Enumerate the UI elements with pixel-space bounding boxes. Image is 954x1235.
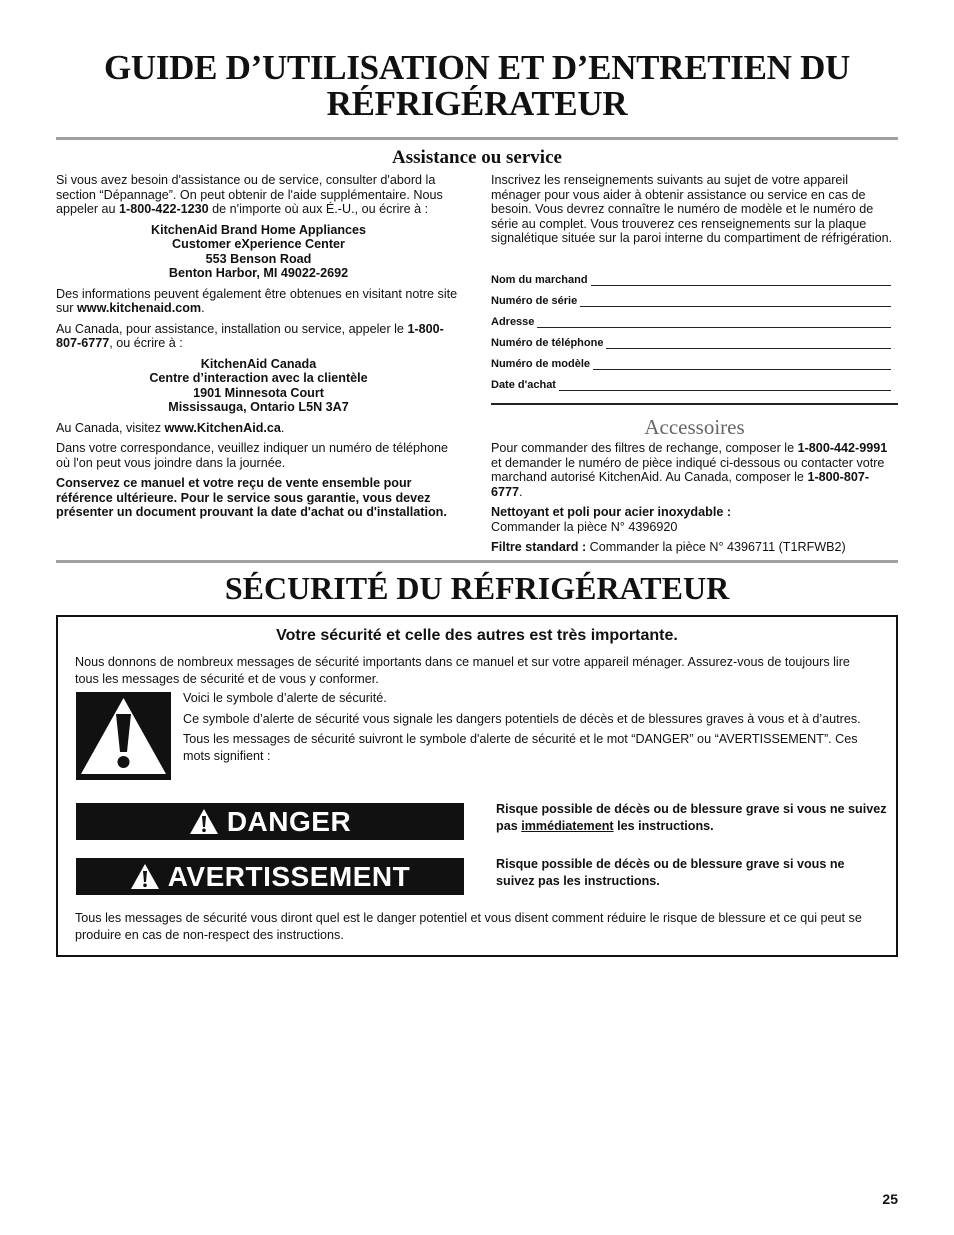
accessory-item-cleaner: Nettoyant et poli pour acier inoxydable : Commander la pièce N° 4396920: [491, 505, 732, 534]
page-title: [56, 50, 898, 122]
canada-website-link[interactable]: www.KitchenAid.ca: [164, 420, 281, 435]
safety-subtitle: Votre sécurité et celle des autres est très importante.: [276, 627, 678, 644]
safety-intro: Nous donnons de nombreux messages de sécurité importants dans ce manuel et sur votre appareil ménager. Assurez-vous de toujours lire tous les messages de sécurité et de vous y conformer.: [75, 655, 850, 686]
serial-line[interactable]: [580, 296, 891, 307]
form-row-serial[interactable]: Numéro de série: [491, 295, 891, 307]
warning-alert-icon: [130, 863, 160, 890]
danger-alert-icon: [189, 808, 219, 835]
accessories-section: [491, 441, 891, 561]
canada-address: KitchenAid Canada Centre d’interaction avec la clientèle 1901 Minnesota Court Mississauga, Ontario L5N 3A7: [149, 356, 368, 414]
assistance-paragraph-2: Des informations peuvent également être obtenues en visitant notre site sur www.kitchenaid.com.: [56, 286, 458, 315]
phone-line[interactable]: [606, 338, 891, 349]
accessories-paragraph: Pour commander des filtres de rechange, composer le 1-800-442-9991 et demander le numéro de pièce indiqué ci-dessous ou contacter votre marchand autorisé KitchenAid. Au Canada, composer le 1-800-807-6777.: [491, 441, 888, 499]
assistance-paragraph-1: Si vous avez besoin d'assistance ou de service, consulter d'abord la section “Dépannage”. On peut obtenir de l'aide supplémentaire. Nous appeler au 1-800-422-1230 de n'importe où aux É.-U., ou écrire à :: [56, 173, 443, 216]
title-line-2: RÉFRIGÉRATEUR: [326, 84, 628, 123]
form-row-purchase-date[interactable]: Date d'achat: [491, 379, 891, 391]
safety-title: SÉCURITÉ DU RÉFRIGÉRATEUR: [224, 570, 730, 606]
assistance-paragraph-6: Conservez ce manuel et votre reçu de vente ensemble pour référence ultérieure. Pour le service sous garantie, vous devez présenter un document prouvant la date d'achat ou d'installation.: [56, 476, 447, 519]
symbol-paragraph-3: Tous les messages de sécurité suivront le symbole d'alerte de sécurité et le mot “DANGER” ou “AVERTISSEMENT”. Ces mots signifient :: [183, 732, 858, 763]
danger-description: Risque possible de décès ou de blessure grave si vous ne suivez pas immédiatement les instructions.: [496, 802, 887, 833]
title-line-1: GUIDE D’UTILISATION ET D’ENTRETIEN DU: [103, 48, 851, 87]
section-divider-2: [56, 560, 898, 563]
safety-alert-icon: [76, 692, 171, 780]
warning-banner: [76, 858, 464, 895]
canada-phone: 1-800-807-6777: [56, 321, 444, 350]
accessory-item-filter: Filtre standard : Commander la pièce N° 4396711 (T1RFWB2): [491, 540, 846, 554]
safety-box: [56, 615, 898, 957]
symbol-paragraph-1: Voici le symbole d’alerte de sécurité.: [183, 691, 387, 705]
assistance-left-column: [56, 173, 461, 526]
accessories-divider: [491, 403, 898, 405]
warning-label: AVERTISSEMENT: [167, 860, 411, 892]
symbol-paragraph-2: Ce symbole d’alerte de sécurité vous signale les dangers potentiels de décès et de blessures graves à vous et à d’autres.: [183, 711, 861, 726]
us-website-link[interactable]: www.kitchenaid.com: [77, 301, 202, 315]
assistance-paragraph-3: Au Canada, pour assistance, installation ou service, appeler le 1-800-807-6777, ou écrire à :: [56, 321, 444, 350]
form-row-phone[interactable]: Numéro de téléphone: [491, 337, 891, 349]
dealer-line[interactable]: [591, 275, 891, 286]
form-row-dealer[interactable]: Nom du marchand: [491, 274, 891, 286]
us-address: KitchenAid Brand Home Appliances Customer eXperience Center 553 Benson Road Benton Harbor, MI 49022-2692: [150, 222, 367, 280]
record-intro: Inscrivez les renseignements suivants au sujet de votre appareil ménager pour vous aider à obtenir assistance ou service en cas de besoin. Vous devrez connaître le numéro de modèle et le numéro de série au complet. Vous trouverez ces renseignements sur la plaque signalétique située sur la paroi interne du compartiment de réfrigération.: [491, 173, 893, 245]
assistance-right-column: [491, 173, 896, 252]
form-row-address[interactable]: Adresse: [491, 316, 891, 328]
safety-footer: Tous les messages de sécurité vous diront quel est le danger potentiel et vous disent comment réduire le risque de blessure et ce qui peut se produire en cas de non-respect des instructions.: [75, 911, 862, 942]
warning-description: Risque possible de décès ou de blessure grave si vous ne suivez pas les instructions.: [496, 857, 845, 888]
purchase-date-line[interactable]: [559, 380, 891, 391]
safety-symbol-text: [183, 690, 873, 764]
danger-banner: [76, 803, 464, 840]
model-line[interactable]: [593, 359, 891, 370]
page-number: 25: [882, 1191, 898, 1207]
form-row-model[interactable]: Numéro de modèle: [491, 358, 891, 370]
assistance-paragraph-5: Dans votre correspondance, veuillez indiquer un numéro de téléphone où l'on peut vous joindre dans la journée.: [56, 441, 449, 470]
address-line[interactable]: [537, 317, 891, 328]
accessories-heading: Accessoires: [644, 415, 745, 439]
section-divider: [56, 137, 898, 140]
assistance-heading: Assistance ou service: [392, 147, 562, 168]
us-phone: 1-800-422-1230: [119, 202, 209, 216]
assistance-paragraph-4: Au Canada, visitez www.KitchenAid.ca.: [56, 420, 285, 435]
danger-label: DANGER: [226, 805, 352, 837]
